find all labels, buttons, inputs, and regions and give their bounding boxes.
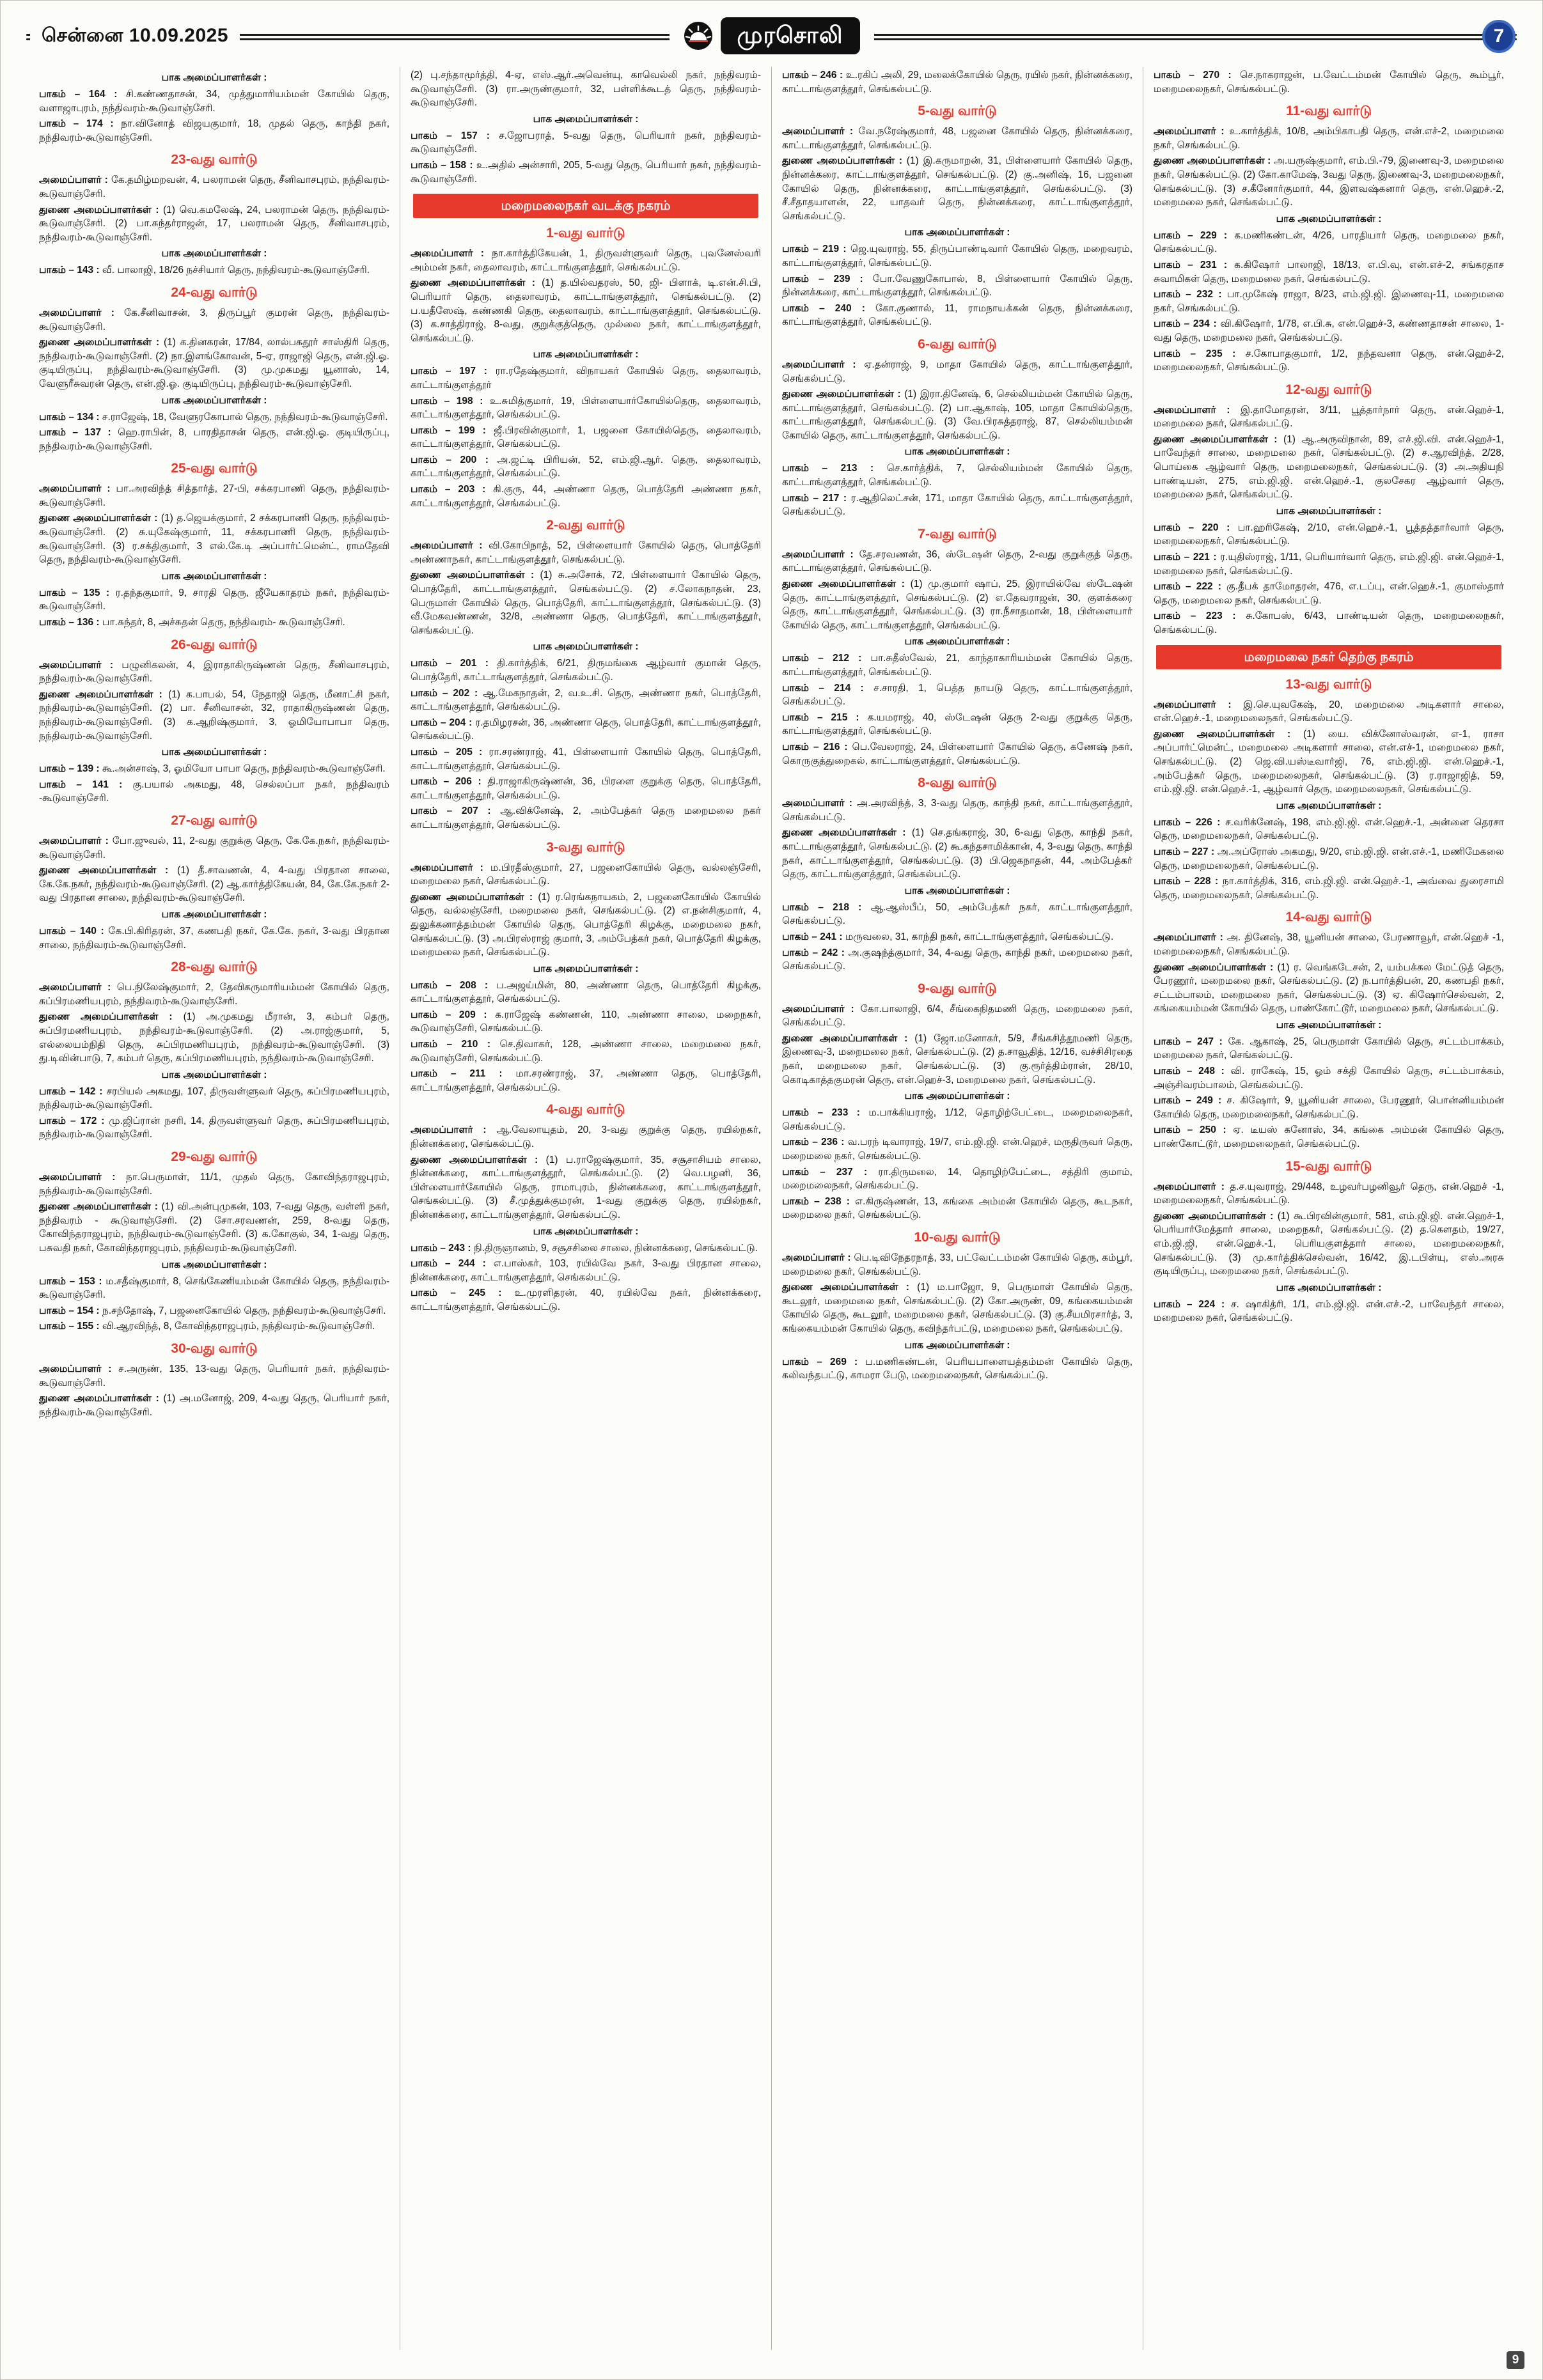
part-entry: பாகம் – 235 : ச.கோபாதகுமார், 1/2, நந்தவனா தெரு, என்.ஹெச்-2, மறைமலைநகர், செங்கல்பட்டு. (1154, 348, 1504, 373)
section-label: பாக அமைப்பாளர்கள் : (533, 963, 639, 974)
organizer-entry: அமைப்பாளர் : தே.சரவணன், 36, ஸ்டேஷன் தெரு, 2-வது குறுக்குத் தெரு, காட்டாங்குளத்தூர், செங்கல்பட்டு. (782, 548, 1132, 574)
part-entry: பாகம் – 199 : ஜீ.பிரவின்குமார், 1, பஜனை கோயில்தெரு, தைலாவரம், காட்டாங்குளத்தூர், செங்கல்பட்டு. (411, 424, 761, 450)
part-entry: பாகம் – 239 : போ.வேணுகோபால், 8, பிள்ளையார் கோயில் தெரு, நின்னக்கரை, காட்டாங்குளத்தூர், செங்கல்பட்டு. (782, 273, 1132, 299)
organizer-entry: அமைப்பாளர் : அ. தினேஷ், 38, யூனியன் சாலை, பேரணாவூர், என்.ஹெச் -1, மறைமலைநகர், செங்கல்பட்டு. (1154, 932, 1504, 957)
deputy-organizers-entry: துணை அமைப்பாளர்கள் : (1) அ.மனோஜ், 209, 4-வது தெரு, பெரியார் நகர், நந்திவரம்-கூடுவாஞ்சேரி. (39, 1393, 389, 1418)
masthead (670, 17, 874, 54)
deputy-organizers-entry: துணை அமைப்பாளர்கள் : (1) தீ.சாவணன், 4, 4-வது பிரதான சாலை, கே.கே.நகர், நந்திவரம்-கூடுவாஞ்சேரி. (2) ஆ.கார்த்திகேயன், 84, கே.கே.நகர் 2-வது பிரதான சாலை, நந்திவரம்-கூடுவாஞ்சேரி. (39, 865, 390, 904)
part-entry: பாகம் – 217 : ர.ஆதிலெட்சன், 171, மாதா கோயில் தெரு, காட்டாங்குளத்தூர், செங்கல்பட்டு. (782, 492, 1133, 518)
section-label: பாக அமைப்பாளர்கள் : (904, 446, 1010, 458)
part-entry: பாகம் – 202 : ஆ.மேகநாதன், 2, வ.உ.சி. தெரு, அண்ணா நகர், பொத்தேரி, காட்டாங்குளத்தூர், செங்கல்பட்டு. (411, 687, 761, 713)
ward-header: 30-வது வார்டு (171, 1341, 258, 1356)
organizer-entry: அமைப்பாளர் : வி.கோபிநாத், 52, பிள்ளையார் கோயில் தெரு, பொத்தேரி அண்ணாநகர், காட்டாங்குளத்தூர், செங்கல்பட்டு. (411, 540, 761, 565)
part-entry: பாகம் – 227 : அ.அப்ரோஸ் அகமது, 9/20, எம்.ஜி.ஜி. என்.எச்.-1, மணிமேகலை தெரு, மறைமலைநகர், செங்கல்பட்டு. (1154, 846, 1505, 871)
ward-header: 7-வது வார்டு (918, 526, 997, 541)
part-entry: பாகம் – 234 : வி.கிஷோர், 1/78, எ.பி.சு, என்.ஹெச்-3, கண்ணதாசன் சாலை, 1-வது தெரு, மறைமலை நகர், செங்கல்பட்டு. (1154, 318, 1505, 343)
continuation-text: (2) பு.சந்தாமூர்த்தி, 4-ஏ, எஸ்.ஆர்.அவென்யு, காவெல்லி நகர், நந்திவரம்-கூடுவாஞ்சேரி. (3) ரா.அருண்குமார், 32, பள்ளிக்கூடத் தெரு, நந்திவரம்-கூடுவாஞ்சேரி. (411, 70, 761, 109)
organizer-entry: அமைப்பாளர் : நா.பெருமாள், 11/1, முதல் தெரு, கோவிந்தராஜபுரம், நந்திவரம்-கூடுவாஞ்சேரி. (39, 1172, 389, 1197)
part-entry: பாகம் – 153 : ம.சதீஷ்குமார், 8, செங்கேணியம்மன் கோயில் தெரு, நந்திவரம்-கூடுவாஞ்சேரி. (39, 1275, 390, 1301)
organizer-entry: அமைப்பாளர் : ஆ.வேலாயுதம், 20, 3-வது குறுக்கு தெரு, ரயில்நகர், நின்னக்கரை, செங்கல்பட்டு. (411, 1124, 761, 1150)
ward-header: 9-வது வார்டு (918, 981, 997, 996)
part-entry: பாகம் – 209 : க.ராஜேஷ் கண்ணன், 110, அண்ணா சாலை, மறைநகர், கூடுவாஞ்சேரி, செங்கல்பட்டு. (411, 1009, 761, 1034)
deputy-organizers-entry: துணை அமைப்பாளர்கள் : (1) சு.அசோக், 72, பிள்ளையார் கோயில் தெரு, பொத்தேரி, காட்டாங்குளத்தூர், செங்கல்பட்டு. (2) ச.லோகநாதன், 23, பெருமாள் கோயில் தெரு, பொத்தேரி, காட்டாங்குளத்தூர், செங்கல்பட்டு. (3) வீ.மேகவண்ணன், 32/8, அண்ணா தெரு, பொத்தேரி, காட்டாங்குளத்தூர், செங்கல்பட்டு. (411, 570, 761, 636)
section-label: பாக அமைப்பாளர்கள் : (161, 394, 267, 406)
part-entry: பாகம் – 206 : தி.ராஜாகிருஷ்ணன், 36, பிரளை குறுக்கு தெரு, பொத்தேரி, காட்டாங்குளத்தூர், செங்கல்பட்டு. (411, 776, 761, 801)
part-entry: பாகம் – 212 : பா.சுதீஸ்வேல், 21, காந்தாகாரியம்மன் கோயில் தெரு, காட்டாங்குளத்தூர், செங்கல்பட்டு. (782, 653, 1132, 678)
organizer-entry: அமைப்பாளர் : வே.நரேஷ்குமார், 48, பஜனை கோயில் தெரு, நின்னக்கரை, காட்டாங்குளத்தூர், செங்கல்பட்டு. (782, 126, 1132, 151)
deputy-organizers-entry: துணை அமைப்பாளர்கள் : (1) யை. விக்னோஸ்வரன், எ-1, ராசா அப்பார்ட்மென்ட், மறைமலை அடிகளார் சாலை, என்.எச்-1, மறைமலை நகர், செங்கல்பட்டு. (2) ஜெ.வி.யஸ்டீவார்ஜி, 76, எம்.ஜி.ஜி. என்.ஹெச்.-1, அம்பேத்கர் தெரு, மறைமலைநகர், செங்கல்பட்டு. (3) ர.ராஜாஜித், 59, எம்.ஜி.ஜி. என்.ஹெச்.-1, ஆழ்வார் தெரு, மறைமலைநகர், செங்கல்பட்டு. (1154, 728, 1504, 795)
part-entry: பாகம் – 210 : செ.திவாகர், 128, அண்ணா சாலை, மறைமலை நகர், கூடுவாஞ்சேரி, செங்கல்பட்டு. (411, 1039, 762, 1064)
section-label: பாக அமைப்பாளர்கள் : (1276, 1019, 1382, 1031)
part-entry: பாகம் – 231 : க.கிஷோர் பாலாஜி, 18/13, எ.பி.வு, என்.எச்-2, சங்கரதாச சுவாமிகள் தெரு, மறைமலை நகர், செங்கல்பட்டு. (1154, 259, 1504, 284)
part-entry: பாகம் – 228 : நா.கார்த்திக், 316, எம்.ஜி.ஜி. என்.ஹெச்.-1, அவ்வை துரைசாமி தெரு, மறைமலைநகர், செங்கல்பட்டு. (1154, 876, 1505, 901)
section-label: பாக அமைப்பாளர்கள் : (533, 1225, 639, 1237)
section-label: பாக அமைப்பாளர்கள் : (161, 72, 267, 83)
ward-header: 24-வது வார்டு (171, 284, 258, 300)
section-label: பாக அமைப்பாளர்கள் : (161, 747, 267, 758)
deputy-organizers-entry: துணை அமைப்பாளர்கள் : (1) இரா.தினேஷ், 6, செல்லியம்மன் கோயில் தெரு, காட்டாங்குளத்தூர், செங்கல்பட்டு. (2) பா.ஆகாஷ், 105, மாதா கோயில்தெரு, காட்டாங்குளத்தூர், செங்கல்பட்டு. (3) வே.பிரசுத்தராஜ், 87, செல்லியம்மன் கோயில் தெரு, காட்டாங்குளத்தூர், செங்கல்பட்டு. (782, 389, 1132, 441)
section-label: பாக அமைப்பாளர்கள் : (904, 1091, 1010, 1102)
deputy-organizers-entry: துணை அமைப்பாளர்கள் : (1) கூ.பிரவின்குமார், 581, எம்.ஜி.ஜி. என்.ஹெச்-1, பெரியார்மேத்தார் சாலை, மறைநகர், செங்கல்பட்டு. (2) த.கௌதம், 19/27, எம்.ஜி.ஜி, என்.ஹெச்.-1, பெரியகுளத்தார் சாலை, மறைமலைநகர், செங்கல்பட்டு. (3) மு.கார்த்திக்செல்வன், 16/42, இ.டபிள்யு, எஸ்.அரசு குடியிருப்பு, மறைமலை நகர், செங்கல்பட்டு. (1154, 1210, 1504, 1277)
part-entry: பாகம் – 137 : ஹெ.ராபின், 8, பாரதிதாசன் தெரு, என்.ஜி.ஓ. குடியிருப்பு, நந்திவரம்-கூடுவாஞ்சேரி. (39, 427, 389, 452)
page-header (26, 17, 1517, 56)
part-entry: பாகம் – 141 : கு.பயால் அகமது, 48, செல்லப்பா நகர், நந்திவரம் -கூடுவாஞ்சேரி. (39, 779, 390, 804)
part-entry: பாகம் – 221 : ர.யுதிஸ்ராஜ், 1/11, பெரியார்வார் தெரு, எம்.ஜி.ஜி. என்.ஹெச்-1, மறைமலை நகர், செங்கல்பட்டு. (1154, 552, 1505, 577)
deputy-organizers-entry: துணை அமைப்பாளர்கள் : (1) க.பாபல், 54, நேதாஜி தெரு, மீனாட்சி நகர், நந்திவரம்-கூடுவாஞ்சேரி. (2) பா. சீனிவாசன், 32, ராதாகிருஷ்ணன் தெரு, நந்திவரம்-கூடுவாஞ்சேரி. (3) க.ஆறிஷ்குமார், 3, ஓமியோபாபா தெரு, நந்திவரம்-கூடுவாஞ்சேரி. (39, 688, 389, 742)
ward-header: 8-வது வார்டு (918, 775, 997, 791)
section-label: பாக அமைப்பாளர்கள் : (533, 641, 639, 653)
part-entry: பாகம் – 246 : உ.ரகிப் அலி, 29, மலைக்கோயில் தெரு, ரயில் நகர், நின்னக்கரை, காட்டாங்குளத்தூர், செங்கல்பட்டு. (782, 70, 1132, 95)
ward-header: 28-வது வார்டு (171, 960, 258, 975)
part-entry: பாகம் – 223 : சு.கோபஸ், 6/43, பாண்டியன் தெரு, மறைமலைநகர், செங்கல்பட்டு. (1154, 611, 1505, 635)
part-entry: பாகம் – 139 : கூ.அன்சாஷ், 3, ஓமியோ பாபா தெரு, நந்திவரம்-கூடுவாஞ்சேரி. (39, 763, 386, 775)
page-number-badge: 7 (1482, 20, 1516, 53)
ward-header: 3-வது வார்டு (546, 839, 625, 855)
organizer-entry: அமைப்பாளர் : பழுனிகலன், 4, இராதாகிருஷ்ணன் தெரு, சீனிவாசபுரம், நந்திவரம்-கூடுவாஞ்சேரி. (39, 659, 389, 685)
deputy-organizers-entry: துணை அமைப்பாளர்கள் : (1) த.யில்வதரஸ், 50, ஜி- பிளாக், டி.என்.சி.பி, பெரியார் தெரு, தைலாவரம், காட்டாங்குளத்தூர், செங்கல்பட்டு. (2) ப.யதீஸேஷ், கண்ணகி தெரு, தைலாவரம், காட்டாங்குளத்தூர், செங்கல்பட்டு. (3) க.சாத்திராஜ், 8-வது, குறுக்குத்தெரு, முல்லை நகர், காட்டாங்குளத்தூர், செங்கல்பட்டு. (411, 277, 761, 344)
part-entry: பாகம் – 208 : ப.அஜய்மின், 80, அண்ணா தெரு, பொத்தேரி கிழக்கு, காட்டாங்குளத்தூர், செங்கல்பட்டு. (411, 979, 761, 1005)
part-entry: பாகம் – 222 : கு.தீபக் தாமோதரன், 476, எ.டப்பு, என்.ஹெச்.-1, குமாஸ்தார் தெரு, மறைமலை நகர், செங்கல்பட்டு. (1154, 581, 1504, 606)
organizer-entry: அமைப்பாளர் : இ.தாமோதரன், 3/11, பூத்தார்நார் தெரு, என்.ஹெச்-1, மறைமலை நகர், செங்கல்பட்டு. (1154, 404, 1504, 430)
part-entry: பாகம் – 241 : மருவலை, 31, காந்தி நகர், காட்டாங்குளத்தூர், செங்கல்பட்டு. (782, 931, 1114, 942)
section-label: பாக அமைப்பாளர்கள் : (1276, 213, 1382, 224)
deputy-organizers-entry: துணை அமைப்பாளர்கள் : (1) செ.தங்கராஜ், 30, 6-வது தெரு, காந்தி நகர், காட்டாங்குளத்தூர், செங்கல்பட்டு. (2) கூ.கந்தசாமிக்கான், 4, 3-வது தெரு, காந்தி நகர், காட்டாங்குளத்தூர், செங்கல்பட்டு. (3) பி.ஜெகநாதன், 44, அம்பேத்கர் தெரு, காட்டாங்குளத்தூர், செங்கல்பட்டு. (782, 827, 1132, 880)
organizer-entry: அமைப்பாளர் : கே.தமிழ்மறவன், 4, பலராமன் தெரு, சீனிவாசபுரம், நந்திவரம்-கூடுவாஞ்சேரி. (39, 175, 389, 199)
masthead-title: முரசொலி (721, 17, 860, 54)
part-entry: பாகம் – 237 : ரா.திருமலை, 14, தொழிற்பேட்டை, சத்திரி குமாம், மறைமலைநகர், செங்கல்பட்டு. (782, 1166, 1132, 1192)
part-entry: பாகம் – 201 : தி.கார்த்திக், 6/21, திருமங்கை ஆழ்வார் குமான் தெரு, பொத்தேரி, காட்டாங்குளத்தூர், செங்கல்பட்டு. (411, 658, 761, 683)
content-columns (29, 67, 1514, 2350)
part-entry: பாகம் – 219 : ஜெ.யுவராஜ், 55, திருப்பாண்டிவார் கோயில் தெரு, மறைவரம், காட்டாங்குளத்தூர், செங்கல்பட்டு. (782, 244, 1133, 268)
deputy-organizers-entry: துணை அமைப்பாளர்கள் : (1) அ.முகமது மீரான், 3, கம்பர் தெரு, சுப்பிரமணியபுரம், நந்திவரம்-கூடுவாஞ்சேரி. (2) அ.ராஜ்குமார், 5, எல்லையம்நிதி தெரு, சுப்பிரமணியபுரம், நந்திவரம்-கூடுவாஞ்சேரி. (3) து.டிவின்பாடு, 7, கம்பர் தெரு, சுப்பிரமணியபுரம், நந்திவரம்-கூடுவாஞ்சேரி. (39, 1011, 389, 1064)
ward-header: 27-வது வார்டு (171, 813, 258, 828)
part-entry: பாகம் – 245 : உ.முரளிதரன், 40, ரயில்வே நகர், நின்னக்கரை, காட்டாங்குளத்தூர், செங்கல்பட்டு. (411, 1287, 762, 1312)
part-entry: பாகம் – 174 : நா.வினோத் விஜயகுமார், 18, முதல் தெரு, காந்தி நகர், நந்திவரம்-கூடுவாஞ்சேரி. (39, 118, 389, 143)
part-entry: பாகம் – 211 : மா.சரண்ராஜ், 37, அண்ணா தெரு, பொத்தேரி, காட்டாங்குளத்தூர், செங்கல்பட்டு. (411, 1068, 761, 1093)
part-entry: பாகம் – 249 : ச. கிஷோர், 9, யூனியன் சாலை, பேரணூர், பொன்னியம்மன் கோயில் தெரு, மறைமலைநகர், செங்கல்பட்டு. (1154, 1095, 1505, 1120)
section-label: பாக அமைப்பாளர்கள் : (904, 227, 1010, 238)
organizer-entry: அமைப்பாளர் : ஏ.தன்ராஜ், 9, மாதா கோயில் தெரு, காட்டாங்குளத்தூர், செங்கல்பட்டு. (782, 359, 1132, 384)
section-label: பாக அமைப்பாளர்கள் : (161, 1069, 267, 1080)
organizer-entry: அமைப்பாளர் : அ.அரவிந்த், 3, 3-வது தெரு, காந்தி நகர், காட்டாங்குளத்தூர், செங்கல்பட்டு. (782, 798, 1132, 823)
part-entry: பாகம் – 232 : பா.முகேஷ் ராஜா, 8/23, எம்.ஜி.ஜி. இணைவு-11, மறைமலை நகர், செங்கல்பட்டு. (1154, 289, 1504, 314)
part-entry: பாகம் – 269 : ப.மணிகண்டன், பெரியபாளையத்தம்மன் கோயில் தெரு, கலிவந்தபட்டு, காமரா பேடு, மறைமலைநகர், செங்கல்பட்டு. (782, 1356, 1132, 1381)
organizer-entry: அமைப்பாளர் : நா.கார்த்திகேயன், 1, திருவள்ளுவர் தெரு, புவனேஸ்வரி அம்மன் நகர், தைலாவரம், காட்டாங்குளத்தூர், செங்கல்பட்டு. (411, 248, 761, 273)
organizer-entry: அமைப்பாளர் : போ.ஜுவல், 11, 2-வது குறுக்கு தெரு, கே.கே.நகர், நந்திவரம்-கூடுவாஞ்சேரி. (39, 835, 389, 860)
section-label: பாக அமைப்பாளர்கள் : (161, 908, 267, 920)
organizer-entry: அமைப்பாளர் : பெ.டிவிநேதரநாத், 33, பட்வேட்டம்மன் கோயில் தெரு, கம்பூர், மறைமலை நகர், செங்கல்பட்டு. (782, 1252, 1132, 1277)
part-entry: பாகம் – 248 : வி. ராகேஷ், 15, ஓம் சக்தி கோயில் தெரு, சட்டம்பாக்கம், அஞ்சிவரம்பாலம், செங்கல்பட்டு. (1154, 1066, 1505, 1091)
part-entry: பாகம் – 224 : ச. ஷாகித்ரி, 1/1, எம்.ஜி.ஜி. என்.எச்.-2, பாவேந்தர் சாலை, மறைமலை நகர், செங்கல்பட்டு. (1154, 1298, 1504, 1324)
organizer-entry: அமைப்பாளர் : பெ.நிலேஷ்குமார், 2, தேவிகருமாரியம்மன் கோயில் தெரு, சுப்பிரமணியபுரம், நந்திவரம்-கூடுவாஞ்சேரி. (39, 982, 389, 1007)
footer-page-number: 9 (1507, 2351, 1524, 2369)
part-entry: பாகம் – 172 : மு.ஜிப்ரான் நசரி, 14, திருவள்ளுவர் தெரு, சுப்பிரமணியபுரம், நந்திவரம்-கூடுவாஞ்சேரி. (39, 1115, 389, 1140)
section-label: பாக அமைப்பாளர்கள் : (161, 248, 267, 260)
part-entry: பாகம் – 214 : ச.சாரதி, 1, பெத்த நாயடு தெரு, காட்டாங்குளத்தூர், செங்கல்பட்டு. (782, 682, 1132, 708)
ward-header: 2-வது வார்டு (546, 518, 625, 533)
part-entry: பாகம் – 220 : பா.ஹரிகேஷ், 2/10, என்.ஹெச்.-1, பூத்தத்தார்வார் தெரு, மறைமலைநகர், செங்கல்பட்டு. (1154, 522, 1504, 547)
part-entry: பாகம் – 203 : கி.குரு, 44, அண்ணா தெரு, பொத்தேரி அண்ணா நகர், காட்டாங்குளத்தூர், செங்கல்பட்டு. (411, 484, 762, 509)
part-entry: பாகம் – 207 : ஆ.விக்னேஷ், 2, அம்பேத்கர் தெரு மறைமலை நகர் காட்டாங்குளத்தூர், செங்கல்பட்டு. (411, 805, 761, 830)
deputy-organizers-entry: துணை அமைப்பாளர்கள் : (1) இ.கருமாறன், 31, பிள்ளையார் கோயில் தெரு, நின்னக்கரை, காட்டாங்குளத்தூர், செங்கல்பட்டு. (2) கு.அனிஷ், 16, பஜனை கோயில் தெரு, நின்னக்கரை, காட்டாங்குளத்தூர், செங்கல்பட்டு. (3) சீ.சீதாதயாளன், 22, யாதவர் தெரு, நின்னக்கரை, காட்டாங்குளத்தூர், செங்கல்பட்டு. (782, 155, 1133, 222)
deputy-organizers-entry: துணை அமைப்பாளர்கள் : (1) ஜோ.மனோகர், 5/9, சீங்கசித்தூமணி தெரு, இணைவு-3, மறைமலை நகர், செங்கல்பட்டு. (2) த.சாவூதித், 12/16, வச்சிசிரதை நகர், மறைமலை நகர், செங்கல்பட்டு. (3) கு.ரூர்த்திம்ரான், 28/10, கொடிகாத்தகுமரன் தெரு, என்.ஹெச்-3, மறைமலை நகர், செங்கல்பட்டு. (782, 1032, 1132, 1085)
part-entry: பாகம் – 218 : ஆ.ஆஸ்பீப், 50, அம்பேத்கர் நகர், காட்டாங்குளத்தூர், செங்கல்பட்டு. (782, 901, 1132, 927)
section-label: பாக அமைப்பாளர்கள் : (1276, 1282, 1382, 1293)
part-entry: பாகம் – 270 : செ.நாகராஜன், ப.வேட்டம்மன் கோயில் தெரு, கூம்பூர், மறைமலைநகர், செங்கல்பட்டு. (1154, 70, 1504, 95)
part-entry: பாகம் – 157 : ச.ஜோபராத், 5-வது தெரு, பெரியார் நகர், நந்திவரம்-கூடுவாஞ்சேரி. (411, 130, 762, 155)
organizer-entry: அமைப்பாளர் : ச.அருண், 135, 13-வது தெரு, பெரியார் நகர், நந்திவரம்-கூடுவாஞ்சேரி. (39, 1364, 389, 1388)
part-entry: பாகம் – 244 : எ.பாஸ்கர், 103, ரயில்வே நகர், 3-வது பிரதான சாலை, நின்னக்கரை, காட்டாங்குளத்தூர், செங்கல்பட்டு. (411, 1258, 761, 1283)
deputy-organizers-entry: துணை அமைப்பாளர்கள் : (1) வெ.கமலேஷ், 24, பலராமன் தெரு, நந்திவரம்-கூடுவாஞ்சேரி. (2) பா.சுந்தர்ராஜன், 17, பலராமன் தெரு, சீனிவாசபுரம், நந்திவரம்-கூடுவாஞ்சேரி. (39, 204, 389, 243)
deputy-organizers-entry: துணை அமைப்பாளர்கள் : (1) க.தினகரன், 17/84, லால்பகதூர் சாஸ்திரி தெரு, நந்திவரம்-கூடுவாஞ்சேரி. (2) நா.இளங்கோவன், 5-ஏ, ராஜாஜி தெரு, என்.ஜி.ஓ. குடியிருப்பு, நந்திவரம்-கூடுவாஞ்சேரி. (3) மு.முகமது யூனாஸ், 14, வேளுரீசுவரன் தெரு, என்.ஜி.ஓ. குடியிருப்பு, நந்திவரம்-கூடுவாஞ்சேரி. (39, 337, 389, 389)
ward-header: 4-வது வார்டு (546, 1102, 625, 1117)
part-entry: பாகம் – 247 : கே. ஆகாஷ், 25, பெருமாள் கோயில் தெரு, சட்டம்பாக்கம், மறைமலை நகர், செங்கல்பட்டு. (1154, 1036, 1505, 1061)
organizer-entry: அமைப்பாளர் : உ.கார்த்திக், 10/8, அம்பிகாபதி தெரு, என்.எச்-2, மறைமலை நகர், செங்கல்பட்டு. (1154, 126, 1504, 151)
column-2 (400, 67, 772, 2350)
part-entry: பாகம் – 243 : நி.திருஞானம், 9, சசூசசிலை சாலை, நின்னக்கரை, செங்கல்பட்டு. (411, 1242, 758, 1254)
part-entry: பாகம் – 226 : ச.வரிக்னேஷ், 198, எம்.ஜி.ஜி. என்.ஹெச்.-1, அன்னை தெரசா தெரு, மறைமலைநகர், செங்கல்பட்டு. (1154, 816, 1504, 842)
ward-header: 26-வது வார்டு (171, 637, 258, 652)
part-entry: பாகம் – 242 : அ.குஷந்த்குமார், 34, 4-வது தெரு, காந்தி நகர், மறைமலை நகர், செங்கல்பட்டு. (782, 947, 1132, 972)
organizer-entry: அமைப்பாளர் : ம.பிரதீஸ்குமார், 27, பஜனைகோயில் தெரு, வல்லஞ்சேரி, மறைமலை நகர், செங்கல்பட்டு. (411, 862, 761, 887)
part-entry: பாகம் – 135 : ர.தந்தகுமார், 9, சாரதி தெரு, ஜீயேகாதரம் நகர், நந்திவரம்-கூடுவாஞ்சேரி. (39, 587, 390, 612)
part-entry: பாகம் – 154 : ந.சந்தோஷ், 7, பஜனைகோயில் தெரு, நந்திவரம்-கூடுவாஞ்சேரி. (39, 1305, 386, 1316)
part-entry: பாகம் – 229 : க.மணிகண்டன், 4/26, பாரதியார் தெரு, மறைமலை நகர், செங்கல்பட்டு. (1154, 229, 1504, 255)
ward-header: 10-வது வார்டு (914, 1230, 1001, 1245)
part-entry: பாகம் – 236 : வ.பரந் டிவாராஜ், 19/7, எம்.ஜி.ஜி. என்.ஹெச், மருதிருவர் தெரு, மறைமலை நகர், செங்கல்பட்டு. (782, 1137, 1133, 1162)
section-label: பாக அமைப்பாளர்கள் : (1276, 800, 1382, 811)
organizer-entry: அமைப்பாளர் : பா.அரவிந்த் சித்தார்த், 27-பி, சக்கரபாணி தெரு, நந்திவரம்-கூடுவாஞ்சேரி. (39, 483, 389, 508)
ward-header: 5-வது வார்டு (918, 104, 997, 119)
ward-header: 13-வது வார்டு (1285, 676, 1372, 692)
part-entry: பாகம் – 204 : ர.தமிழரசன், 36, அண்ணா தெரு, பொத்தேரி, காட்டாங்குளத்தூர், செங்கல்பட்டு. (411, 717, 762, 742)
deputy-organizers-entry: துணை அமைப்பாளர்கள் : (1) ர.ரெங்கநாயகம், 2, பஜனைகோயில் கோயில் தெரு, வல்லஞ்சேரி, மறைமலை நகர், செங்கல்பட்டு. (2) எ.நன்சிகுமார், 4, துலுக்கனாத்தம்மன் கோயில் தெரு, பொத்தேரி கிழக்கு, மறைமலை நகர், செங்கல்பட்டு. (3) அ.பிரஸ்ராஜ் குமார், 3, அம்பேத்கர் நகர், பொத்தேரி கிழக்கு, மறைமலை நகர், செங்கல்பட்டு. (411, 891, 761, 958)
zone-banner: மறைமலை நகர் தெற்கு நகரம் (1156, 645, 1501, 669)
ward-header: 15-வது வார்டு (1285, 1158, 1372, 1174)
ward-header: 14-வது வார்டு (1285, 910, 1372, 925)
part-entry: பாகம் – 143 : வீ. பாலாஜி, 18/26 நச்சியார் தெரு, நந்திவரம்-கூடுவாஞ்சேரி. (39, 265, 370, 276)
section-label: பாக அமைப்பாளர்கள் : (533, 349, 639, 361)
organizer-entry: அமைப்பாளர் : கோ.பாலாஜி, 6/4, சீங்கைநிதமணி தெரு, மறைமலை நகர், செங்கல்பட்டு. (782, 1003, 1132, 1029)
part-entry: பாகம் – 134 : ச.ராஜேஷ், 18, வேளுரகோபால் தெரு, நந்திவரம்-கூடுவாஞ்சேரி. (39, 411, 388, 423)
part-entry: பாகம் – 198 : உ.சுமித்குமார், 19, பிள்ளையார்கோயில்தெரு, தைலாவரம், காட்டாங்குளத்தூர், செங்கல்பட்டு. (411, 395, 761, 421)
deputy-organizers-entry: துணை அமைப்பாளர்கள் : (1) ர. வெங்கடேசன், 2, யம்பக்கல மேட்டுத் தெரு, பேரணூர், மறைமலை நகர், செங்கல்பட்டு. (2) ந.பார்த்திபன், 20, கணபதி நகர், சட்டம்பாலம், மறைமலை நகர், செங்கல்பட்டு. (3) ஏ. கிஷோர்செல்வன், 2, கங்கையம்மன் கோயில் தெரு, பாண்கோட்டூர், மறைமலை நகர், செங்கல்பட்டு. (1154, 961, 1504, 1015)
ward-header: 1-வது வார்டு (546, 226, 625, 241)
part-entry: பாகம் – 216 : பெ.வேலராஜ், 24, பிள்ளையார் கோயில் தெரு, கணேஷ் நகர், கொருகுத்துறைகல், காட்டாங்குளத்தூர், செங்கல்பட்டு. (782, 741, 1132, 766)
dateline: சென்னை 10.09.2025 (30, 25, 240, 49)
section-label: பாக அமைப்பாளர்கள் : (904, 1339, 1010, 1351)
column-3 (772, 67, 1143, 2350)
ward-header: 11-வது வார்டு (1285, 104, 1372, 119)
deputy-organizers-entry: துணை அமைப்பாளர்கள் : (1) மு.குமார் ஷாப், 25, இராயில்வே ஸ்டேஷன் தெரு, காட்டாங்குளத்தூர், செங்கல்பட்டு. (2) எ.தேவராஜன், 30, குளக்கரை தெரு, காட்டாங்குளத்தூர், செங்கல்பட்டு. (3) ரா.நீசாதமான், 18, பிள்ளையார் கோயில் தெரு, காட்டாங்குளத்தூர், செங்கல்பட்டு. (782, 579, 1132, 631)
part-entry: பாகம் – 158 : உ.அதில் அன்சாரி, 205, 5-வது தெரு, பெரியார் நகர், நந்திவரம்-கூடுவாஞ்சேரி. (411, 159, 761, 185)
organizer-entry: அமைப்பாளர் : இ.செ.யுவகேஷ், 20, மறைமலை அடிகளார் சாலை, என்.ஹெச்.-1, மறைமலைநகர், செங்கல்பட்டு. (1154, 699, 1504, 724)
column-4 (1143, 67, 1514, 2350)
part-entry: பாகம் – 215 : க.யமராஜ், 40, ஸ்டேஷன் தெரு 2-வது குறுக்கு தெரு, காட்டாங்குளத்தூர், செங்கல்பட்டு. (782, 712, 1133, 737)
section-label: பாக அமைப்பாளர்கள் : (533, 113, 639, 125)
ward-header: 12-வது வார்டு (1285, 382, 1372, 397)
part-entry: பாகம் – 200 : அ.ஜட்டி பிரியன், 52, எம்.ஜி.ஆர். தெரு, தைலாவரம், காட்டாங்குளத்தூர், செங்கல்பட்டு. (411, 454, 761, 479)
part-entry: பாகம் – 197 : ரா.ரதேஷ்குமார், விநாயகர் கோயில் தெரு, தைலாவரம், காட்டாங்குளத்தூர் (411, 366, 761, 391)
column-1 (29, 67, 400, 2350)
part-entry: பாகம் – 205 : ரா.சரண்ராஜ், 41, பிள்ளையார் கோயில் தெரு, பொத்தேரி, காட்டாங்குளத்தூர், செங்கல்பட்டு. (411, 746, 762, 772)
part-entry: பாகம் – 233 : ம.பாக்கியராஜ், 1/12, தொழிற்பேட்டை, மறைமலைநகர், செங்கல்பட்டு. (782, 1107, 1132, 1132)
deputy-organizers-entry: துணை அமைப்பாளர்கள் : அ.யருஷ்குமார், எம்.பி.-79, இணைவு-3, மறைமலை நகர், செங்கல்பட்டு. (2) கோ.காமேஷ், 3வது தெரு, இணைவு-3, மறைமலைநகர், செங்கல்பட்டு. (3) ச.கீனோர்குமார், 44, இளவஷ்கனார் தெரு, என்.ஹெச்.-2, மறைமலை நகர், செங்கல்பட்டு. (1154, 155, 1504, 208)
part-entry: பாகம் – 155 : வி.ஆரவிந்த், 8, கோவிந்தராஜபுரம், நந்திவரம்-கூடுவாஞ்சேரி. (39, 1321, 375, 1332)
deputy-organizers-entry: துணை அமைப்பாளர்கள் : (1) ஆ.அருவிநான், 89, எச்.ஜி.வி. என்.ஹெச்-1, பாவேந்தர் சாலை, மறைமலை நகர், செங்கல்பட்டு. (2) ச.ஆரவிந்த், 2/28, பொய்கை ஆழ்வார் தெரு, மறைமலைநகர், செங்கல்பட்டு. (3) அ.அதியநி பாண்டியன், 275, எம்.ஜி.ஜி. என்.ஹெச்.-1, குலசேகர ஆழ்வார் தெரு, மறைமலை நகர், செங்கல்பட்டு. (1154, 433, 1504, 501)
part-entry: பாகம் – 238 : எ.கிருஷ்ணன், 13, கங்கை அம்மன் கோயில் தெரு, கூடநகர், மறைமலை நகர், செங்கல்பட்டு. (782, 1195, 1132, 1221)
deputy-organizers-entry: துணை அமைப்பாளர்கள் : (1) வி.அன்புமுகன், 103, 7-வது தெரு, வள்ளி நகர், நந்திவரம் - கூடுவாஞ்சேரி. (2) சோ.சரவணன், 259, 8-வது தெரு, கோவிந்தராஜபுரம், நந்திவரம்-கூடுவாஞ்சேரி. (3) க.கோகுல், 34, 1-வது தெரு, பசுவதி நகர், கோவிந்தராஜபுரம், நந்திவரம்-கூடுவாஞ்சேரி. (39, 1201, 389, 1254)
rising-sun-emblem (684, 21, 713, 51)
section-label: பாக அமைப்பாளர்கள் : (1276, 505, 1382, 517)
zone-banner: மறைமலைநகர் வடக்கு நகரம் (413, 194, 758, 218)
section-label: பாக அமைப்பாளர்கள் : (904, 636, 1010, 648)
section-label: பாக அமைப்பாளர்கள் : (161, 1259, 267, 1270)
part-entry: பாகம் – 250 : ஏ. டீயஸ் கனோஸ், 34, கங்கை அம்மன் கோயில் தெரு, பாண்கோட்டூர், மறைமலைநகர், செங்கல்பட்டு. (1154, 1124, 1504, 1150)
part-entry: பாகம் – 164 : சி.கண்ணதாசன், 34, முத்துமாரியம்மன் கோயில் தெரு, வளாஜாபுரம், நந்திவரம்-கூடுவாஞ்சேரி. (39, 89, 390, 114)
deputy-organizers-entry: துணை அமைப்பாளர்கள் : (1) ம.பாஜோ, 9, பெருமாள் கோயில் தெரு, கூடலூர், மறைமலை நகர், செங்கல்பட்டு. (2) கோ.அருண், 09, கங்கையம்மன் கோயில் தெரு, கூடலூர், மறைமலை நகர், செங்கல்பட்டு. (3) கு.சீயமிரசார்த், 3, கங்கையம்மன் கோயில் தெரு, கவிந்தர்பட்டு, மறைமலை நகர், செங்கல்பட்டு. (782, 1282, 1132, 1334)
ward-header: 6-வது வார்டு (918, 336, 997, 352)
part-entry: பாகம் – 140 : கே.பி.கிரிதரன், 37, கணபதி நகர், கே.கே. நகர், 3-வது பிரதான சாலை, நந்திவரம்-கூடுவாஞ்சேரி. (39, 925, 389, 951)
section-label: பாக அமைப்பாளர்கள் : (161, 570, 267, 582)
deputy-organizers-entry: துணை அமைப்பாளர்கள் : (1) ப.ராஜேஷ்குமார், 35, சசூசாசியம் சாலை, நின்னக்கரை, காட்டாங்குளத்தூர், செங்கல்பட்டு. (2) வெ.பழனி, 36, பிள்ளையார்கோயில் தெரு, ராமாபுரம், நின்னக்கரை, காட்டாங்குளத்தூர், செங்கல்பட்டு. (3) சீ.முத்துக்குமரன், 1-வது குறுக்கு தெரு, ரயில்நகர், நின்னக்கரை, காட்டாங்குளத்தூர், செங்கல்பட்டு. (411, 1154, 761, 1220)
part-entry: பாகம் – 142 : சரபியல் அகமது, 107, திருவள்ளுவர் தெரு, சுப்பிரமணியபுரம், நந்திவரம்-கூடுவாஞ்சேரி. (39, 1085, 389, 1111)
ward-header: 25-வது வார்டு (171, 461, 258, 476)
ward-header: 29-வது வார்டு (171, 1149, 258, 1165)
ward-header: 23-வது வார்டு (171, 152, 258, 167)
deputy-organizers-entry: துணை அமைப்பாளர்கள் : (1) த.ஜெயக்குமார், 2 சக்கரபாணி தெரு, நந்திவரம்-கூடுவாஞ்சேரி. (2) சு.யுகேஷ்குமார், 11, சக்கரபாணி தெரு, நந்திவரம்-கூடுவாஞ்சேரி. (3) ர.சக்திகுமார், 3 எல்.கே.டி அப்பார்ட்மென்ட், ராமதேவி தெரு, நந்திவரம்-கூடுவாஞ்சேரி. (39, 513, 389, 566)
part-entry: பாகம் – 213 : செ.கார்த்திக், 7, செல்லியம்மன் கோயில் தெரு, காட்டாங்குளத்தூர், செங்கல்பட்டு. (782, 463, 1132, 488)
section-label: பாக அமைப்பாளர்கள் : (904, 885, 1010, 896)
organizer-entry: அமைப்பாளர் : கே.சீனிவாசன், 3, திருப்பூர் குமரன் தெரு, நந்திவரம்-கூடுவாஞ்சேரி. (39, 307, 389, 332)
part-entry: பாகம் – 240 : கோ.குணால், 11, ராமநாயக்கன் தெரு, நின்னக்கரை, காட்டாங்குளத்தூர், செங்கல்பட்டு. (782, 302, 1133, 328)
part-entry: பாகம் – 136 : பா.சுந்தர், 8, அச்சுதன் தெரு, நந்திவரம்- கூடுவாஞ்சேரி. (39, 617, 345, 628)
organizer-entry: அமைப்பாளர் : த.ச.யுவராஜ், 29/448, உழவர்பழனிவூர் தெரு, என்.ஹெச் -1, மறைமலைநகர், செங்கல்பட்டு. (1154, 1181, 1504, 1206)
